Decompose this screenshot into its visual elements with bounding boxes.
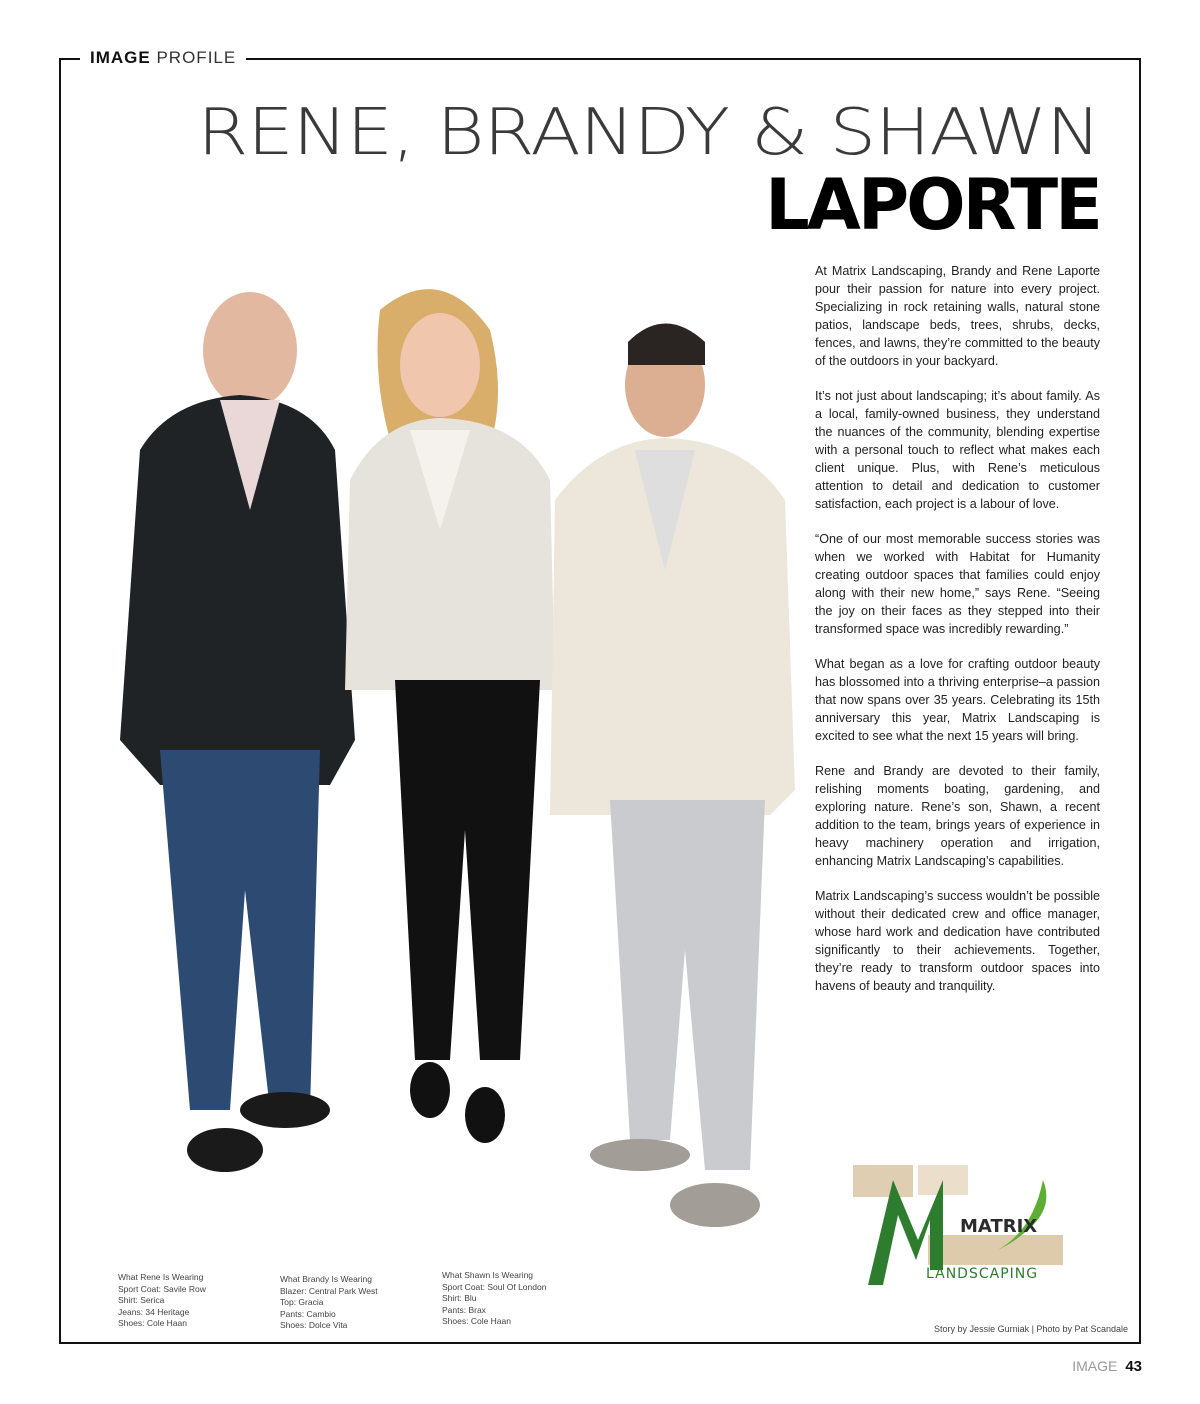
wardrobe-line: What Brandy Is Wearing	[280, 1274, 372, 1284]
wardrobe-line: Top: Gracia	[280, 1297, 324, 1307]
wardrobe-line: Blazer: Central Park West	[280, 1285, 378, 1296]
section-label	[80, 48, 246, 68]
folio-label: IMAGE	[1072, 1358, 1118, 1374]
wardrobe-rene	[118, 1272, 206, 1330]
article-paragraph: It’s not just about landscaping; it’s about family. As a local, family-owned business, they understand the nuances of the community, blending expertise with a personal touch to reflect what makes each client unique. Plus, with Rene’s meticulous attention to detail and dedication to customer satisfaction, each project is a labour of love.	[815, 389, 1100, 511]
section-label-bold: IMAGE	[90, 48, 151, 67]
article-paragraph: At Matrix Landscaping, Brandy and Rene Laporte pour their passion for nature into every project. Specializing in rock retaining walls, natural stone patios, landscape beds, trees, shrubs, decks, fences, and lawns, they’re committed to the beauty of the outdoors in your backyard.	[815, 264, 1100, 368]
article-paragraph: What began as a love for crafting outdoor beauty has blossomed into a thriving enterprise–a passion that now spans over 35 years. Celebrating its 15th anniversary this year, Matrix Landscaping is excited to see what the next 15 years will bring.	[815, 657, 1100, 743]
wardrobe-line: Shoes: Cole Haan	[118, 1318, 187, 1328]
wardrobe-line: Sport Coat: Savile Row	[118, 1283, 206, 1294]
story-photo-credit: Story by Jessie Gurniak | Photo by Pat Scandale	[934, 1324, 1128, 1334]
wardrobe-line: Shirt: Blu	[442, 1293, 477, 1303]
article-paragraph: “One of our most memorable success stories was when we worked with Habitat for Humanity creating outdoor spaces that families could enjoy along with their new home,” says Rene. “Seeing the joy on their faces as they stepped into their transformed space was incredibly rewarding.”	[815, 532, 1100, 636]
wardrobe-line: Jeans: 34 Heritage	[118, 1306, 190, 1317]
wardrobe-line: Shoes: Cole Haan	[442, 1316, 511, 1326]
wardrobe-line: Shoes: Dolce Vita	[280, 1320, 348, 1330]
portrait-photo	[80, 270, 810, 1250]
wardrobe-line: Shirt: Serica	[118, 1295, 165, 1305]
wardrobe-line: Pants: Brax	[442, 1304, 486, 1315]
wardrobe-line: What Shawn Is Wearing	[442, 1270, 534, 1280]
wardrobe-shawn	[442, 1270, 546, 1328]
title-surname: LAPORTE	[765, 164, 1100, 246]
article-paragraph: Matrix Landscaping’s success wouldn’t be possible without their dedicated crew and office manager, whose hard work and dedication have contributed significantly to their achievements. Together, they’re ready to transform outdoor spaces into havens of beauty and tranquility.	[815, 889, 1100, 993]
title-names: RENE, BRANDY & SHAWN	[197, 96, 1100, 170]
page-number: 43	[1125, 1358, 1142, 1375]
article-paragraph: Rene and Brandy are devoted to their family, relishing moments boating, gardening, and exploring nature. Rene’s son, Shawn, a recent addition to the team, brings years of experience in heavy machinery operation and irrigation, enhancing Matrix Landscaping’s capabilities.	[815, 764, 1100, 868]
person-rene	[120, 292, 355, 1172]
section-label-light: PROFILE	[156, 48, 237, 67]
wardrobe-line: Sport Coat: Soul Of London	[442, 1281, 547, 1292]
page-folio	[1072, 1358, 1142, 1375]
matrix-landscaping-logo	[848, 1160, 1068, 1290]
logo-word-matrix: MATRIX	[960, 1216, 1038, 1237]
wardrobe-line: Pants: Cambio	[280, 1308, 336, 1319]
wardrobe-brandy	[280, 1274, 378, 1332]
article-body	[815, 262, 1100, 1012]
logo-word-landscaping: LANDSCAPING	[926, 1266, 1039, 1282]
wardrobe-line: What Rene Is Wearing	[118, 1272, 204, 1282]
person-shawn	[550, 324, 795, 1228]
person-brandy	[345, 289, 555, 1143]
